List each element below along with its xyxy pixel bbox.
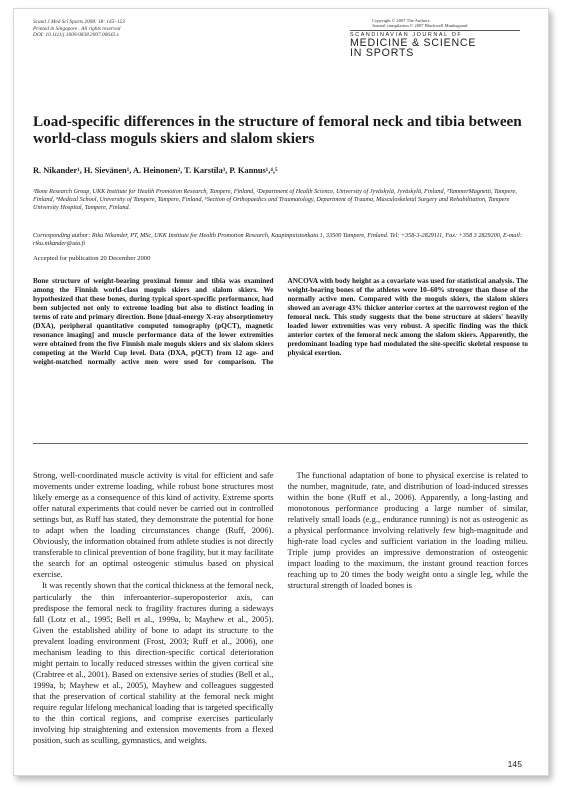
- section-divider: [33, 443, 528, 444]
- journal-logo-line2: MEDICINE & SCIENCE: [350, 37, 477, 50]
- body-text: [33, 470, 528, 760]
- body-paragraph: Strong, well-coordinated muscle activity is vital for efficient and safe movements under extreme loading, while robust bone structures most likely emerge as a consequence of this kind of activity. Extreme sports offer natural experiments that could never be carried out in controlled settings but, as Ruff has stated, they demonstrate the potential for bone to adapt when the loading circumstances change (Ruff, 2006). Obviously, the information obtained from athlete studies is not directly transferable to clinical prevention of bone fragility, but it may facilitate the search for an optimal osteogenic stimulus based on physical exercise.: [33, 470, 274, 580]
- compilation-line: Journal compilation © 2007 Blackwell Munksgaard: [350, 23, 520, 30]
- journal-logo-line1: SCANDINAVIAN JOURNAL OF: [350, 31, 463, 38]
- abstract: Bone structure of weight-bearing proximal femur and tibia was examined among the Finnish world-class moguls skiers and slalom skiers. We hypothesized that these bones, during typical sport-specific performance, had been subjected not only to extreme loading but also to distinct loading in terms of rate and primary direction. Bone [dual-energy X-ray absorptiometry (DXA), peripheral quantitative computed tomography (pQCT), magnetic resonance imaging] and muscle performance data of the lower extremities were obtained from the five Finnish male moguls skiers and six slalom skiers competing at the World Cup level. Data (DXA, pQCT) from 12 age- and weight-matched normally active men were used for comparison. The ANCOVA with body height as a covariate was used for statistical analysis. The weight-bearing bones of the athletes were 10–60% stronger than those of the normally active men. Compared with the moguls skiers, the slalom skiers showed an average 43% thicker anterior cortex at the narrowest region of the femoral neck. This study suggests that the bone structure at skiers' heavily loaded lower extremities was very robust. A specific finding was the thick anterior cortex of the femoral neck among the slalom skiers. Apparently, the predominant loading type had modulated the site-specific skeletal response to physical exertion.: [33, 277, 528, 366]
- accepted-date: Accepted for publication 20 December 2000: [33, 255, 151, 262]
- journal-masthead: [350, 18, 520, 58]
- journal-logo-line3: IN SPORTS: [350, 47, 415, 60]
- corresponding-author: Corresponding author: Riku Nikander, PT, MSc, UKK Institute for Health Promotion Research, Kaupinpuistonkatu 1, 33500 Tampere, Finland. Tel: +358-3-2829111, Fax: +358 3 2829200, E-mail: riku.nikander@uta.fi: [33, 232, 522, 247]
- page-number: 145: [507, 759, 522, 769]
- article-title: Load-specific differences in the structure of femoral neck and tibia between world-class moguls skiers and slalom skiers: [33, 113, 522, 148]
- doi-line: DOI: 10.1111/j.1600-0838.2007.00643.x: [33, 32, 119, 39]
- citation-header: [33, 19, 125, 39]
- copyright-line: Copyright © 2007 The Authors: [372, 18, 430, 23]
- body-paragraph: The functional adaptation of bone to physical exercise is related to the number, magnitude, rate, and distribution of load-induced stresses within the bone (Ruff et al., 2006). Apparently, a long-lasting and monotonous performance producing a large number of similar, relatively small loads (e.g., endurance running) is not as osteogenic as a physical performance involving relatively few high-magnitude and high-rate load cycles and sufficient variation in the loading milieu. Triple jump provides an impressive demonstration of osteogenic impact loading to the maximum, the instant ground reaction forces reaching up to 20 times the body weight onto a single leg, while the structural strength of loaded bones is: [287, 470, 528, 591]
- body-paragraph: It was recently shown that the cortical thickness at the femoral neck, particularly the thin inferoanterior–superoposterior axis, can predispose the femoral neck to fragility fractures during a sideways fall (Lotz et al., 1995; Bell et al., 1999a, b; Mayhew et al., 2005). Given the established ability of bone to adapt its structure to the prevalent loading environment (Frost, 2003; Ruff et al., 2006), one mechanism leading to this direction-specific cortical deterioration might pertain to locally reduced stresses within the given cortical site (Crabtree et al., 2001). Based on extensive series of studies (Bell et al., 1999a, b; Mayhew et al., 2005), Mayhew and colleagues suggested that the preservation of cortical stability at the femoral neck might require regular lifelong mechanical loading that is targeted specifically to the thin cortical regions, and comprise exercises particularly involving hip straightening and extension movements from a flexed position, such as sculling, gymnastics, and weights.: [33, 580, 274, 746]
- author-list: R. Nikander¹, H. Sievänen¹, A. Heinonen², T. Karstila³, P. Kannus¹,⁴,⁵: [33, 166, 278, 175]
- journal-logo: [350, 33, 520, 58]
- citation-line: Scand J Med Sci Sports 2008: 18: 145–153: [33, 19, 125, 25]
- journal-page: [13, 8, 549, 776]
- affiliations: ¹Bone Research Group, UKK Institute for Health Promotion Research, Tampere, Finland, ²Department of Health Science, University of Jyväskylä, Jyväskylä, Finland, ³TammerMagnetti, Tampere, Finland, ⁴Medical School, University of Tampere, Tampere, Finland, ⁵Section of Orthopaedics and Traumatology, Department of Trauma, Musculoskeletal Surgery and Rehabilitation, Tampere University Hospital, Tampere, Finland.: [33, 188, 517, 211]
- printed-line: Printed in Singapore . All rights reserved: [33, 25, 121, 32]
